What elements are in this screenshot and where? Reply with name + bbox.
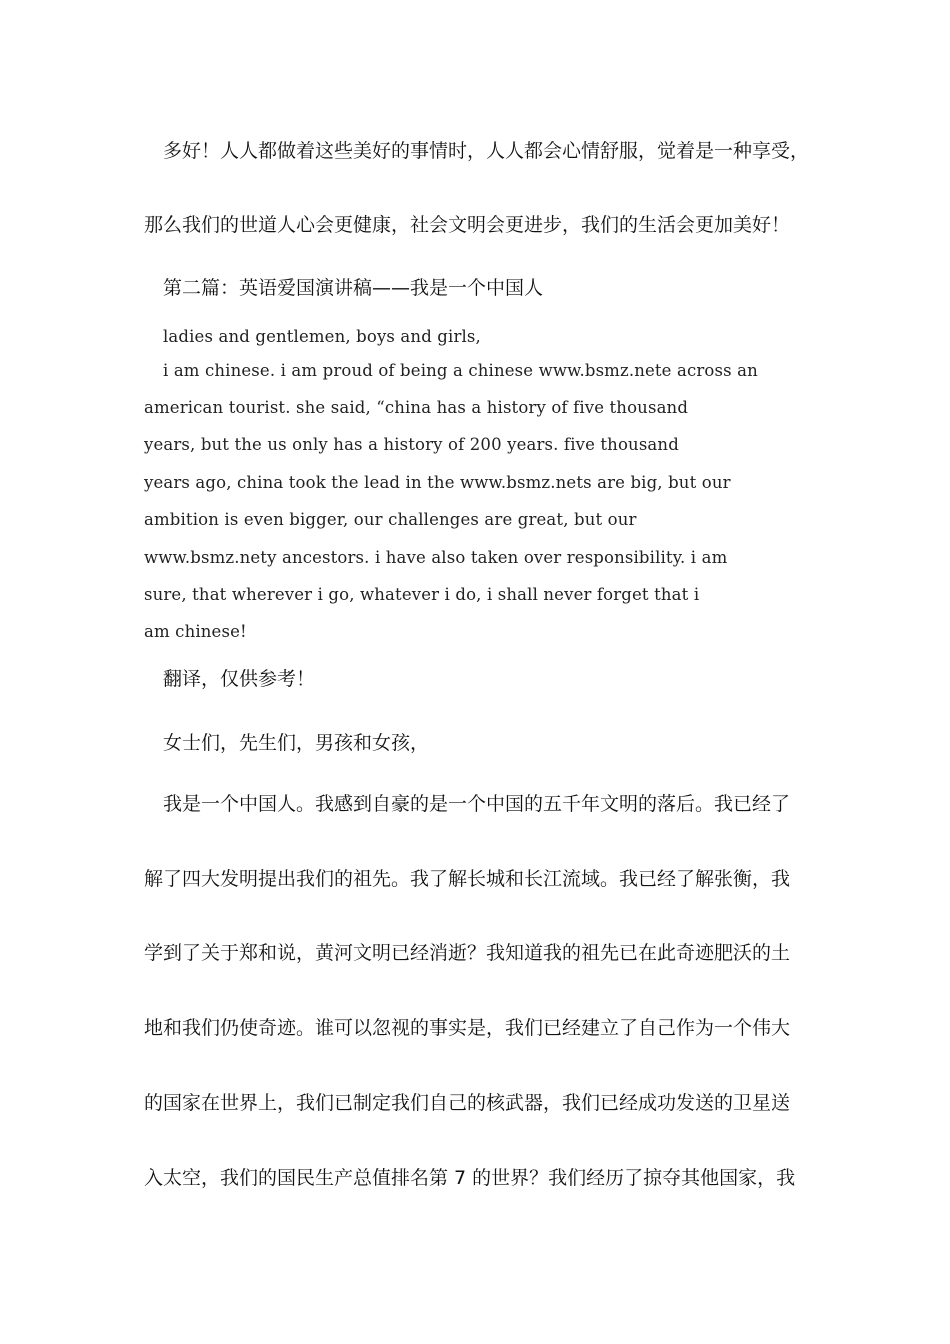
greeting: 女士们，先生们，男孩和女孩，: [163, 732, 430, 754]
intro-line-2: 那么我们的世道人心会更健康，社会文明会更进步，我们的生活会更加美好！: [144, 214, 791, 236]
intro-line-1: 多好！人人都做着这些美好的事情时，人人都会心情舒服，觉着是一种享受，: [163, 140, 810, 162]
chinese-line-6: 入太空，我们的国民生产总值排名第 7 的世界？我们经历了掠夺其他国家，我: [144, 1167, 796, 1189]
english-line-7: www.bsmz.nety ancestors. i have also taken over responsibility. i am: [144, 548, 728, 567]
chinese-line-5: 的国家在世界上，我们已制定我们自己的核武器，我们已经成功发送的卫星送: [144, 1092, 791, 1114]
english-line-3: american tourist. she said, “china has a history of five thousand: [144, 398, 689, 417]
chinese-line-2: 解了四大发明提出我们的祖先。我了解长城和长江流域。我已经了解张衡，我: [144, 868, 791, 890]
english-line-8: sure, that wherever i go, whatever i do, i shall never forget that i: [144, 585, 700, 604]
chinese-line-1: 我是一个中国人。我感到自豪的是一个中国的五千年文明的落后。我已经了: [163, 793, 791, 815]
english-line-5: years ago, china took the lead in the www.bsmz.nets are big, but our: [144, 473, 731, 492]
english-line-6: ambition is even bigger, our challenges are great, but our: [144, 510, 637, 529]
english-line-9: am chinese!: [144, 622, 247, 641]
english-line-4: years, but the us only has a history of 200 years. five thousand: [144, 435, 679, 454]
section-title: 第二篇：英语爱国演讲稿——我是一个中国人: [163, 277, 544, 299]
chinese-line-4: 地和我们仍使奇迹。谁可以忽视的事实是，我们已经建立了自己作为一个伟大: [144, 1017, 791, 1039]
english-line-2: i am chinese. i am proud of being a chinese www.bsmz.nete across an: [163, 361, 758, 380]
chinese-line-3: 学到了关于郑和说，黄河文明已经消逝？我知道我的祖先已在此奇迹肥沃的土: [144, 942, 791, 964]
translation-note: 翻译，仅供参考！: [163, 668, 316, 690]
english-line-1: ladies and gentlemen, boys and girls,: [163, 327, 481, 346]
